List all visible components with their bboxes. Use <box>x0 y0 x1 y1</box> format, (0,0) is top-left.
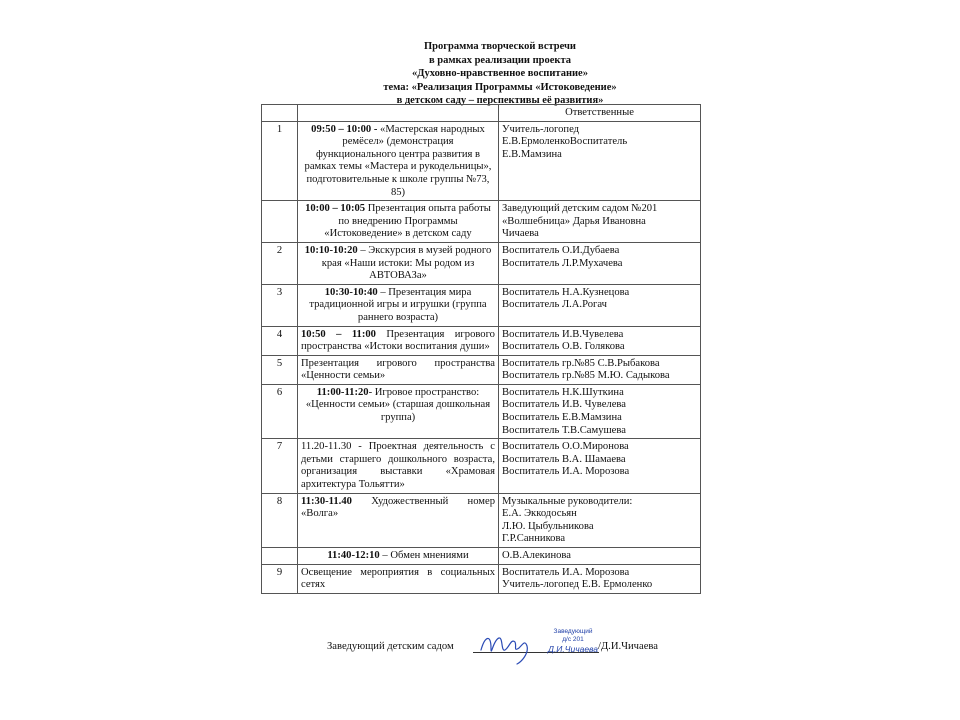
responsible-line: Воспитатель Л.А.Рогач <box>502 299 607 311</box>
table-row <box>262 121 701 201</box>
row-time: 09:50 – 10:00 - <box>311 123 378 135</box>
row-time: 10:30-10:40 <box>324 286 378 298</box>
responsible-line: Воспитатель Е.В.Мамзина <box>502 412 622 424</box>
row-number: 7 <box>262 439 298 493</box>
table-row <box>262 201 701 243</box>
row-responsible <box>499 493 701 547</box>
row-description: Презентация игрового пространства «Ценности семьи» <box>301 357 495 382</box>
row-activity <box>298 384 499 438</box>
row-number: 4 <box>262 326 298 355</box>
stamp-line-3: Д.И.Чичаева <box>547 644 599 654</box>
responsible-line: Воспитатель Н.К.Шуткина <box>502 386 624 398</box>
row-activity <box>298 548 499 565</box>
row-description: Презентация опыта работы по внедрению Программы «Истоковедение» в детском саду <box>324 203 491 240</box>
stamp-line-1: Заведующий <box>553 628 593 635</box>
row-number: 6 <box>262 384 298 438</box>
responsible-line: Воспитатель Н.А.Кузнецова <box>502 286 630 298</box>
row-activity <box>298 201 499 243</box>
row-description: Художественный номер «Волга» <box>301 495 495 520</box>
row-responsible <box>499 201 701 243</box>
responsible-line: Е.В.Мамзина <box>502 148 562 160</box>
row-description: 11.20-11.30 - Проектная деятельность с детьми старшего дошкольного возраста, организация выставки «Храмовая архитектура Тольятти» <box>301 441 495 491</box>
row-time: 10:10-10:20 <box>304 244 358 256</box>
signature-name: /Д.И.Чичаева <box>598 641 658 652</box>
row-responsible <box>499 121 701 201</box>
row-responsible <box>499 326 701 355</box>
responsible-line: Воспитатель О.О.Миронова <box>502 441 629 453</box>
responsible-line: Учитель-логопед Е.В. Ермоленко <box>502 579 653 591</box>
row-description: – Экскурсия в музей родного края «Наши истоки: Мы родом из АВТОВАЗа» <box>321 244 492 282</box>
responsible-line: Музыкальные руководители: <box>502 495 633 507</box>
row-activity <box>298 439 499 493</box>
header-cell-activity <box>298 105 499 122</box>
responsible-line: Е.В.ЕрмоленкоВоспитатель <box>502 136 628 148</box>
row-number: 5 <box>262 355 298 384</box>
stamp-line-2: д/с 201 <box>562 636 584 643</box>
row-time: 11:40-12:10 <box>327 550 380 561</box>
row-description: Презентация игрового пространства «Истоки воспитания души» <box>301 328 495 353</box>
responsible-line: «Волшебница» Дарья Ивановна <box>502 215 646 227</box>
row-responsible <box>499 242 701 284</box>
header-line-5: в детском саду – перспективы её развития» <box>396 95 604 106</box>
row-time: 10:00 – 10:05 <box>305 203 366 215</box>
responsible-line: Воспитатель О.И.Дубаева <box>502 244 620 256</box>
row-number: 8 <box>262 493 298 547</box>
responsible-line: Воспитатель В.А. Шамаева <box>502 453 626 465</box>
responsible-line: Л.Ю. Цыбульникова <box>502 520 594 532</box>
responsible-line: О.В.Алекинова <box>502 550 571 561</box>
row-number: 1 <box>262 121 298 201</box>
row-number <box>262 548 298 565</box>
header-line-2: в рамках реализации проекта <box>429 54 571 66</box>
program-table <box>261 104 701 594</box>
row-description: – Обмен мнениями <box>379 550 469 561</box>
table-header-row <box>262 105 701 122</box>
responsible-line: Воспитатель И.В. Чувелева <box>502 399 626 411</box>
row-responsible <box>499 439 701 493</box>
table-row <box>262 284 701 326</box>
header-cell-responsible: Ответственные <box>499 105 701 122</box>
header-line-1: Программа творческой встречи <box>424 41 576 52</box>
row-description: - Игровое пространство: «Ценности семьи» (старшая дошкольная группа) <box>305 386 491 424</box>
row-activity <box>298 326 499 355</box>
row-description: – Презентация мира традиционной игры и игрушки (группа раннего возраста) <box>309 286 487 323</box>
responsible-line: Воспитатель гр.№85 М.Ю. Садыкова <box>502 370 670 382</box>
responsible-line: Воспитатель И.А. Морозова <box>502 466 630 478</box>
row-time: 10:50 – 11:00 <box>301 328 376 340</box>
document-header <box>260 40 740 108</box>
row-time: 11:30-11.40 <box>301 495 352 507</box>
header-cell-num <box>262 105 298 122</box>
responsible-line: Воспитатель И.В.Чувелева <box>502 328 624 340</box>
table-row <box>262 548 701 565</box>
table-row <box>262 242 701 284</box>
responsible-line: Чичаева <box>502 228 539 240</box>
row-description: Освещение мероприятия в социальных сетях <box>301 566 495 591</box>
table-row <box>262 439 701 493</box>
row-number <box>262 201 298 243</box>
row-number: 2 <box>262 242 298 284</box>
row-activity <box>298 242 499 284</box>
row-activity <box>298 355 499 384</box>
row-description: «Мастерская народных ремёсел» (демонстрация функционального центра развития в рамках темы «Мастера и рукодельницы», подготовительные к школе группы №73, 85) <box>304 123 492 198</box>
header-line-3: «Духовно-нравственное воспитание» <box>412 68 588 79</box>
row-activity <box>298 564 499 593</box>
signature-label: Заведующий детским садом <box>327 641 454 652</box>
responsible-line: Воспитатель И.А. Морозова <box>502 566 630 578</box>
row-responsible <box>499 564 701 593</box>
responsible-line: Учитель-логопед <box>502 123 580 135</box>
responsible-line: Воспитатель О.В. Голякова <box>502 341 625 353</box>
responsible-line: Заведующий детским садом №201 <box>502 203 658 215</box>
table-row <box>262 326 701 355</box>
table-row <box>262 384 701 438</box>
row-responsible <box>499 355 701 384</box>
responsible-line: Г.Р.Санникова <box>502 533 566 545</box>
row-responsible <box>499 548 701 565</box>
row-activity <box>298 284 499 326</box>
responsible-line: Воспитатель Т.В.Самушева <box>502 424 626 436</box>
row-number: 3 <box>262 284 298 326</box>
table-row <box>262 355 701 384</box>
row-activity <box>298 121 499 201</box>
table-row <box>262 564 701 593</box>
header-line-4: тема: «Реализация Программы «Истоковедение» <box>383 81 617 93</box>
responsible-line: Е.А. Эккодосьян <box>502 508 577 520</box>
row-activity <box>298 493 499 547</box>
row-responsible <box>499 384 701 438</box>
signature-block <box>327 628 727 678</box>
responsible-line: Воспитатель гр.№85 С.В.Рыбакова <box>502 357 660 369</box>
row-time: 11:00-11:20 <box>316 386 369 398</box>
row-responsible <box>499 284 701 326</box>
row-number: 9 <box>262 564 298 593</box>
table-row <box>262 493 701 547</box>
responsible-line: Воспитатель Л.Р.Мухачева <box>502 257 623 269</box>
